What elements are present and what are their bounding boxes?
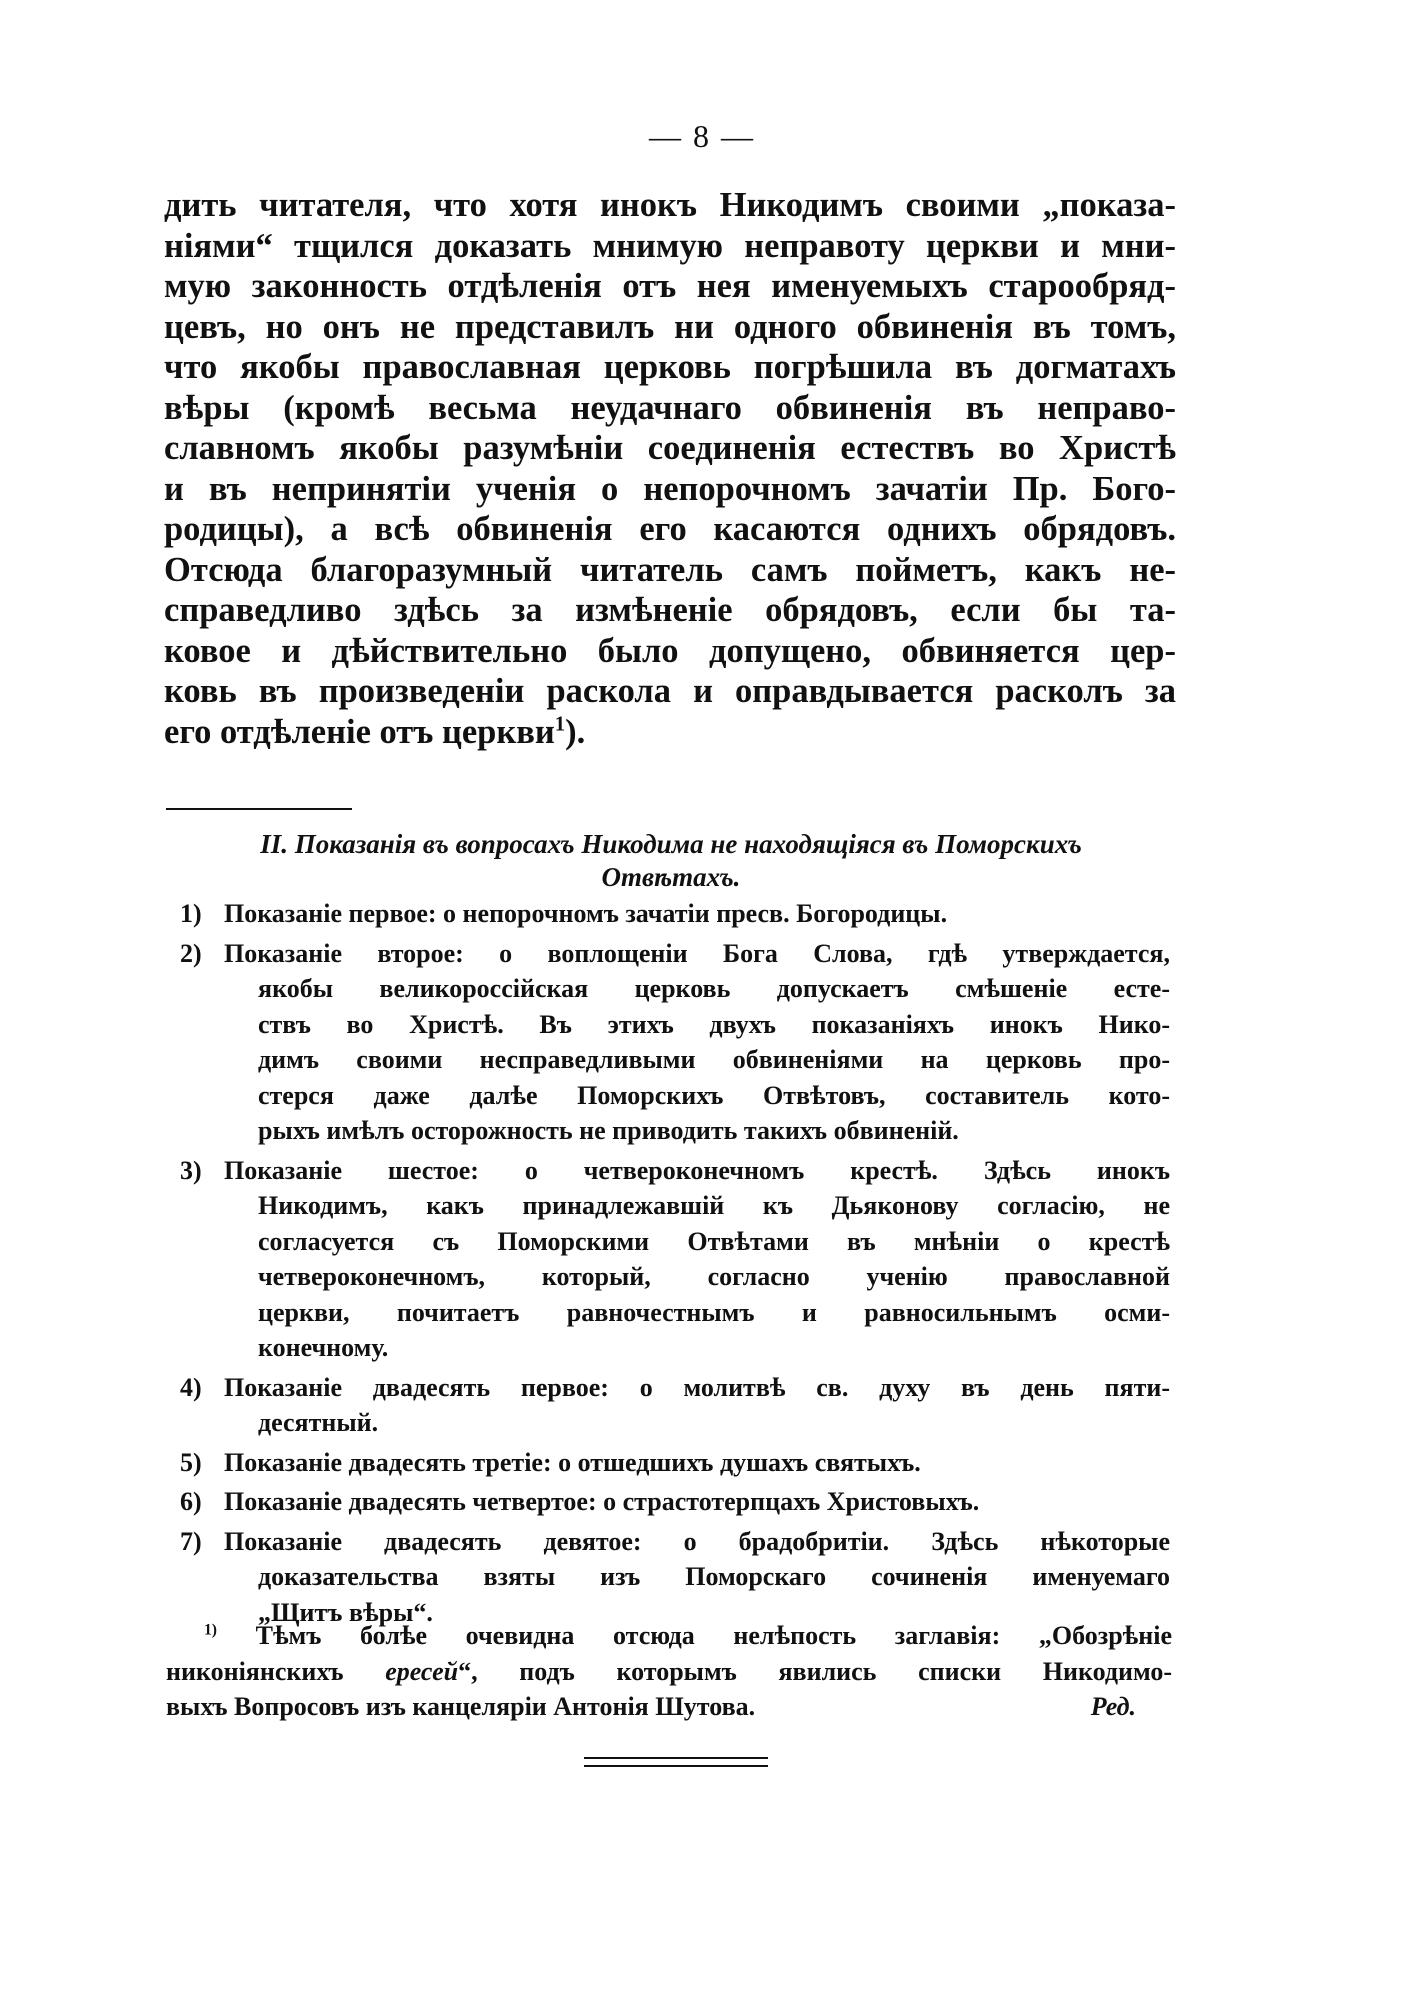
- footnote-line: [166, 1618, 1172, 1654]
- footnote-text: выхъ Вопросовъ изъ канцеляріи Антонія Шутова.: [166, 1692, 756, 1721]
- paragraph-line-text: его отдѣленіе отъ церкви: [164, 712, 555, 751]
- list-item-line: „Щитъ вѣры“.: [258, 1597, 433, 1627]
- list-item-line: церкви, почитаетъ равночестнымъ и равносильнымъ осми-: [258, 1297, 1170, 1327]
- list-item-line: Показаніе двадесять третіе: о отшедшихъ душахъ святыхъ.: [224, 1447, 921, 1477]
- list-item-line: Показаніе второе: о воплощеніи Бога Слова, гдѣ утверждается,: [224, 938, 1170, 968]
- paragraph-line: вѣры (кромѣ весьма неудачнаго обвиненія въ неправо-: [164, 388, 1176, 427]
- footnote-text: никоніянскихъ: [166, 1656, 386, 1686]
- list-item-line: стерся даже далѣе Поморскихъ Отвѣтовъ, составитель кото-: [258, 1080, 1170, 1110]
- footnote-reference: 1: [554, 713, 566, 736]
- list-item-line: десятный.: [258, 1408, 379, 1437]
- paragraph-line: Отсюда благоразумный читатель самъ пойметъ, какъ не-: [164, 550, 1176, 589]
- footnote-text: Тѣмъ болѣе очевидна отсюда нелѣпость заглавія: „Обозрѣніе: [255, 1621, 1172, 1650]
- section-heading-line: II. Показанія въ вопросахъ Никодима не находящіяся въ Поморскихъ: [260, 829, 1082, 859]
- paragraph-line: цевъ, но онъ не представилъ ни одного обвиненія въ томъ,: [164, 307, 1176, 346]
- end-divider: [584, 1757, 768, 1767]
- editor-signature: Ред.: [1090, 1692, 1136, 1721]
- list-item-number: 1): [180, 899, 202, 928]
- paragraph-line: родицы), а всѣ обвиненія его касаются однихъ обрядовъ.: [164, 510, 1176, 548]
- footnote-italic: ересей: [385, 1656, 459, 1686]
- main-paragraph: [164, 185, 1176, 752]
- list-item-line: четвероконечномъ, который, согласно ученію православной: [258, 1262, 1170, 1291]
- list-item-line: ствъ во Христѣ. Въ этихъ двухъ показаніяхъ инокъ Нико-: [258, 1009, 1170, 1039]
- paragraph-line: дить читателя, что хотя инокъ Никодимъ своими „показа-: [164, 186, 1176, 224]
- list-item-line: Никодимъ, какъ принадлежавшій къ Дьяконову согласію, не: [258, 1191, 1170, 1220]
- paragraph-last-line: [164, 712, 1176, 753]
- paragraph-line: ковое и дѣйствительно было допущено, обвиняется цер-: [164, 631, 1176, 670]
- footnote-line: [166, 1654, 1172, 1690]
- list-item-number: 7): [180, 1526, 202, 1556]
- list-item: [180, 896, 1170, 932]
- list-item-line: Показаніе двадесять девятое: о брадобритіи. Здѣсь нѣкоторые: [224, 1526, 1170, 1556]
- paragraph-line: что якобы православная церковь погрѣшила въ догматахъ: [164, 348, 1176, 386]
- list-item: [180, 1484, 1170, 1520]
- list-item: [180, 1524, 1170, 1631]
- paragraph-line: справедливо здѣсь за измѣненіе обрядовъ, если бы та-: [164, 591, 1176, 629]
- footnote: [166, 1618, 1172, 1725]
- paragraph-line: мую законность отдѣленія отъ нея именуемыхъ старообряд-: [164, 267, 1176, 305]
- list-item-number: 3): [180, 1155, 202, 1185]
- list-item-line: конечному.: [258, 1333, 389, 1362]
- list-item-line: димъ своими несправедливыми обвиненіями на церковь про-: [258, 1045, 1170, 1074]
- list-item-number: 6): [180, 1487, 202, 1516]
- list-item-line: Показаніе двадесять четвертое: о страстотерпцахъ Христовыхъ.: [224, 1487, 980, 1516]
- testimony-list: [180, 896, 1170, 1634]
- section-heading-line: Отвѣтахъ.: [601, 862, 741, 892]
- list-item-line: рыхъ имѣлъ осторожность не приводить такихъ обвиненій.: [258, 1116, 959, 1145]
- list-item-line: доказательства взяты изъ Поморскаго сочиненія именуемаго: [258, 1562, 1170, 1591]
- list-item: [180, 936, 1170, 1149]
- page-number: — 8 —: [649, 118, 755, 154]
- paragraph-end: ).: [565, 712, 586, 751]
- list-item: [180, 1153, 1170, 1366]
- footnote-divider: [166, 808, 352, 810]
- list-item-line: Показаніе двадесять первое: о молитвѣ св. духу въ день пяти-: [224, 1372, 1170, 1402]
- list-item-line: Показаніе шестое: о четвероконечномъ крестѣ. Здѣсь инокъ: [224, 1155, 1170, 1185]
- list-item-number: 2): [180, 938, 202, 968]
- paragraph-line: и въ непринятіи ученія о непорочномъ зачатіи Пр. Бого-: [164, 469, 1176, 508]
- list-item-number: 4): [180, 1372, 202, 1402]
- footnote-text: “, подъ которымъ явились списки Никодимо-: [458, 1656, 1172, 1686]
- list-item: [180, 1445, 1170, 1481]
- paragraph-line: ковь въ произведеніи раскола и оправдывается расколъ за: [164, 672, 1176, 710]
- list-item: [180, 1370, 1170, 1441]
- paragraph-line: славномъ якобы разумѣніи соединенія естествъ во Христѣ: [164, 429, 1176, 467]
- list-item-number: 5): [180, 1447, 202, 1477]
- list-item-line: якобы великороссійская церковь допускаетъ смѣшеніе есте-: [258, 974, 1170, 1003]
- footnote-mark: 1): [204, 1621, 217, 1639]
- list-item-line: согласуется съ Поморскими Отвѣтами въ мнѣніи о крестѣ: [258, 1226, 1170, 1256]
- footnote-line: [166, 1689, 1172, 1725]
- paragraph-line: ніями“ тщился доказать мнимую неправоту церкви и мни-: [164, 226, 1176, 265]
- list-item-line: Показаніе первое: о непорочномъ зачатіи пресв. Богородицы.: [224, 899, 948, 928]
- section-heading: [166, 828, 1176, 894]
